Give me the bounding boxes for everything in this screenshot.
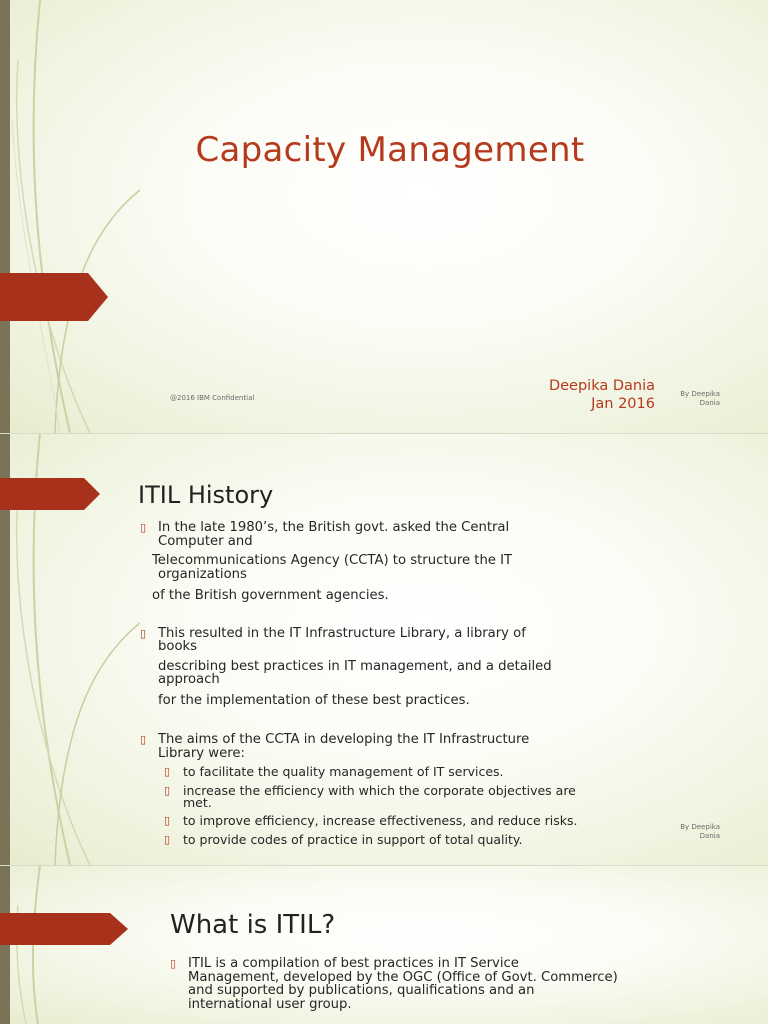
text-line: international user group. xyxy=(188,996,352,1012)
byline-footer xyxy=(680,390,720,408)
slide-title: What is ITIL? xyxy=(170,910,336,940)
text-line: In the late 1980’s, the British govt. asked the Central xyxy=(158,520,510,535)
text-line: of the British government agencies. xyxy=(152,588,389,603)
title-slide xyxy=(0,0,768,433)
text-line: books xyxy=(158,639,198,654)
bullet-icon: ▯ xyxy=(164,833,171,846)
accent-tab xyxy=(0,913,128,945)
slide-title: ITIL History xyxy=(138,481,274,509)
text-line: Telecommunications Agency (CCTA) to structure the IT xyxy=(152,553,513,568)
sub-bullet xyxy=(140,833,640,847)
slide-title: Capacity Management xyxy=(195,130,585,170)
text-line: to facilitate the quality management of IT services. xyxy=(183,764,504,779)
text-line: increase the efficiency with which the corporate objectives are xyxy=(183,782,576,798)
what-is-itil-slide xyxy=(0,865,768,1024)
sub-bullet xyxy=(140,814,640,828)
bullet-paragraph xyxy=(140,733,640,760)
bullet-icon: ▯ xyxy=(140,521,147,534)
byline-line: Dania xyxy=(699,832,720,840)
byline-line: Dania xyxy=(699,399,720,407)
text-line: Management, developed by the OGC (Office of Govt. Commerce) xyxy=(188,969,618,985)
slide-separator xyxy=(0,865,768,866)
text-line: ITIL is a compilation of best practices in IT Service xyxy=(188,956,519,971)
accent-tab xyxy=(0,478,100,510)
text-line: organizations xyxy=(158,566,247,582)
bullet-icon: ▯ xyxy=(164,813,171,827)
bullet-icon: ▯ xyxy=(140,626,147,640)
bullet-paragraph xyxy=(140,521,640,603)
bullet-icon: ▯ xyxy=(170,957,177,970)
author-block xyxy=(549,377,655,413)
byline-line: By Deepika xyxy=(680,390,720,398)
slide-body xyxy=(170,957,690,1011)
text-line: for the implementation of these best practices. xyxy=(158,692,470,708)
itil-history-slide xyxy=(0,433,768,865)
text-line: met. xyxy=(183,794,212,810)
accent-tab xyxy=(0,273,108,321)
decorative-curves xyxy=(0,0,140,433)
bullet-icon: ▯ xyxy=(164,783,171,797)
confidential-footer: @2016 IBM Confidential xyxy=(170,394,255,402)
sub-bullet xyxy=(140,782,640,810)
text-line: to provide codes of practice in support of total quality. xyxy=(183,832,523,847)
slide-body xyxy=(140,521,640,847)
bullet-paragraph xyxy=(140,627,640,708)
text-line: to improve efficiency, increase effectiveness, and reduce risks. xyxy=(183,812,578,828)
byline-line: By Deepika xyxy=(680,823,720,831)
bullet-icon: ▯ xyxy=(164,765,171,778)
text-line: The aims of the CCTA in developing the IT Infrastructure xyxy=(158,732,530,747)
text-line: This resulted in the IT Infrastructure Library, a library of xyxy=(158,625,526,641)
text-line: describing best practices in IT management, and a detailed xyxy=(158,658,552,674)
bullet-icon: ▯ xyxy=(140,733,147,746)
slide-separator xyxy=(0,433,768,434)
text-line: and supported by publications, qualifications and an xyxy=(188,983,535,998)
sub-bullet xyxy=(140,765,640,779)
text-line: Library were: xyxy=(158,745,245,761)
text-line: Computer and xyxy=(158,533,253,549)
author-date: Jan 2016 xyxy=(591,396,655,412)
byline-footer xyxy=(680,823,720,841)
author-name: Deepika Dania xyxy=(548,378,655,394)
text-line: approach xyxy=(158,672,220,687)
bullet-paragraph xyxy=(170,957,690,1011)
